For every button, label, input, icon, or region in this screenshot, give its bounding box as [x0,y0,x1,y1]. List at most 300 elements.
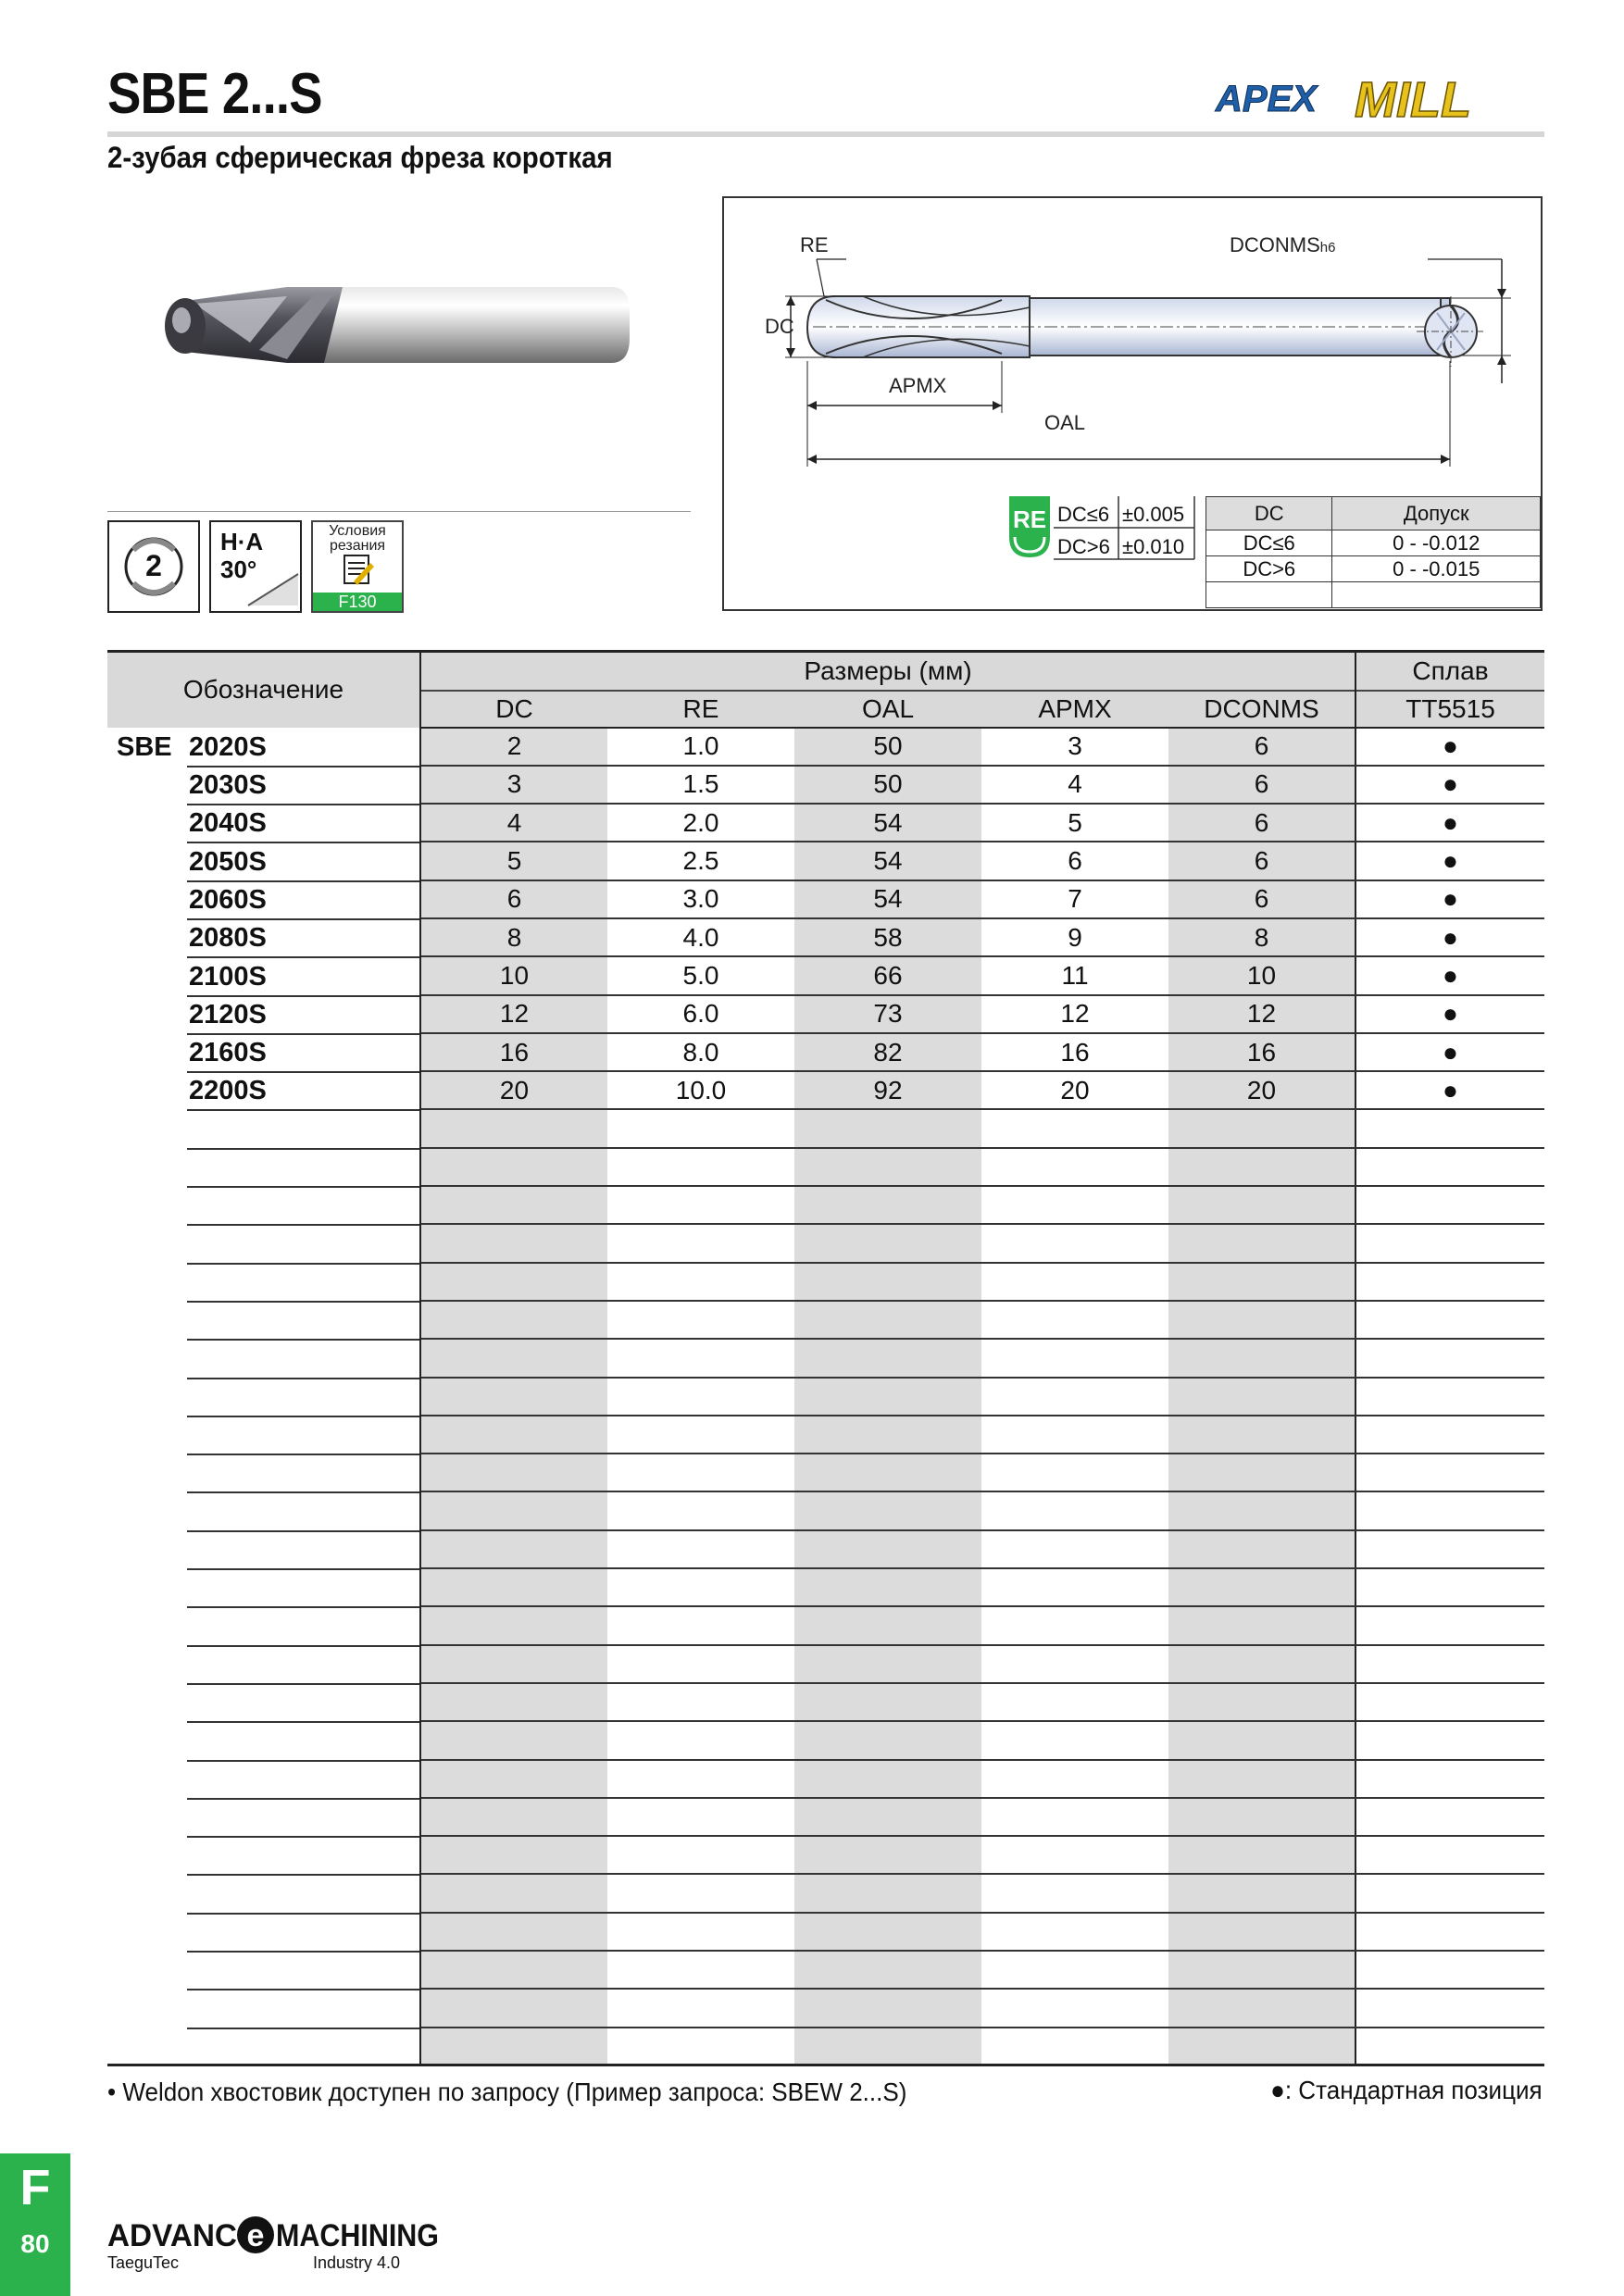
cell-apmx [981,1989,1168,2027]
cell-dc [420,1721,607,1759]
table-row [107,2028,1544,2065]
cell-dc [420,1989,607,2027]
cell-oal [794,1454,981,1491]
cell-re [607,1874,794,1912]
alloy-header: Сплав [1355,652,1544,691]
table-row [107,995,1544,1033]
cell-oal: 92 [794,1071,981,1109]
cell-re [607,1951,794,1989]
col-dc: DC [420,691,607,728]
cell-oal: 50 [794,728,981,766]
cell-oal: 66 [794,956,981,994]
table-row [107,1301,1544,1339]
cell-dc: 6 [420,880,607,918]
cell-dc: 4 [420,804,607,842]
cell-apmx [981,1416,1168,1454]
cell-apmx [981,1339,1168,1377]
table-row [1206,530,1541,556]
designation-code: 2100S [189,961,267,992]
cell-re: 2.5 [607,842,794,880]
cell-dc: 10 [420,956,607,994]
cell-availability: ● [1355,1071,1544,1109]
cell-re [607,1721,794,1759]
cell-dc [420,1798,607,1836]
cell-availability: ● [1355,766,1544,804]
cell-re [607,1645,794,1683]
designation-cell [107,728,420,766]
dc-label: DC [765,315,794,338]
cell-re [607,1301,794,1339]
table-row [107,1454,1544,1491]
cell-oal [794,1568,981,1606]
cell-dc: 2 [420,728,607,766]
cell-oal [794,1989,981,2027]
cell-dc [420,1836,607,1874]
cell-dc [420,1645,607,1683]
cell-dc [420,1109,607,1147]
cell-availability [1355,1148,1544,1186]
cell-availability: ● [1355,1033,1544,1071]
cell-apmx [981,1109,1168,1147]
designation-cell [107,1109,420,1147]
cell-apmx [981,1836,1168,1874]
cell-availability [1355,1989,1544,2027]
cell-oal: 54 [794,842,981,880]
table-row [107,1951,1544,1989]
table-row [107,804,1544,842]
cell-availability [1355,1224,1544,1262]
cell-availability: ● [1355,728,1544,766]
cell-apmx: 12 [981,995,1168,1033]
cell-apmx [981,1148,1168,1186]
cell-oal [794,1416,981,1454]
cell-oal: 58 [794,918,981,956]
cell-availability [1355,1645,1544,1683]
table-row [107,842,1544,880]
cell-dc: 5 [420,842,607,880]
table-row [107,956,1544,994]
designation-cell [107,1683,420,1721]
designation-cell [107,1836,420,1874]
cell-oal [794,1798,981,1836]
cell-availability [1355,1109,1544,1147]
cell-availability [1355,1951,1544,1989]
cell-dc [420,1683,607,1721]
dc-tol-cond [1206,582,1332,608]
cell-oal [794,1378,981,1416]
cell-dconms [1168,1568,1355,1606]
page-title: SBE 2...S [107,62,322,126]
designation-code: 2060S [189,884,267,915]
cell-re: 5.0 [607,956,794,994]
cell-dc [420,1224,607,1262]
table-row [107,1836,1544,1874]
cell-dc [420,2028,607,2065]
designation-prefix: SBE [117,731,172,762]
cell-dc: 20 [420,1071,607,1109]
cell-re [607,1416,794,1454]
cell-re [607,2028,794,2065]
cell-dconms [1168,1186,1355,1224]
table-row [1206,582,1541,608]
cell-apmx [981,1454,1168,1491]
cell-re [607,1339,794,1377]
designation-cell [107,1721,420,1759]
re-tol-cond-2: DC>6 [1057,535,1110,558]
cell-availability: ● [1355,918,1544,956]
cell-dconms: 6 [1168,880,1355,918]
designation-cell [107,956,420,994]
cell-dc [420,1606,607,1644]
cutting-label-2: резания [329,538,386,554]
cell-oal [794,1760,981,1798]
cell-availability [1355,1416,1544,1454]
cell-availability: ● [1355,804,1544,842]
dc-tol-value [1332,582,1541,608]
designation-cell [107,1798,420,1836]
designation-cell [107,918,420,956]
cell-dconms [1168,2028,1355,2065]
designation-cell [107,1530,420,1568]
cell-oal: 54 [794,804,981,842]
weldon-note: • Weldon хвостовик доступен по запросу (Пример запроса: SBEW 2...S) [107,2078,907,2106]
cell-dconms [1168,1721,1355,1759]
dc-tol-header-tolerance: Допуск [1332,497,1541,530]
cell-dc [420,1454,607,1491]
cell-re: 1.0 [607,728,794,766]
designation-cell [107,1186,420,1224]
cell-dc: 3 [420,766,607,804]
designation-cell [107,1301,420,1339]
dc-tol-cond: DC>6 [1206,556,1332,582]
cell-oal [794,1530,981,1568]
cell-apmx [981,1378,1168,1416]
dc-tol-header-dc: DC [1206,497,1332,530]
cell-re [607,1530,794,1568]
cell-apmx [981,1263,1168,1301]
cell-apmx: 4 [981,766,1168,804]
designation-cell [107,1491,420,1529]
cell-availability: ● [1355,956,1544,994]
cell-re [607,1913,794,1951]
designation-cell [107,1071,420,1109]
table-row [107,1224,1544,1262]
helix-angle-icon [209,520,302,613]
cell-re [607,1186,794,1224]
brand-e: e [246,2218,265,2253]
cell-dconms [1168,1798,1355,1836]
page-number: 80 [20,2229,50,2258]
cell-dconms [1168,1339,1355,1377]
cell-apmx [981,1645,1168,1683]
cell-dconms [1168,1301,1355,1339]
table-row [107,766,1544,804]
cell-dconms [1168,1416,1355,1454]
col-oal: OAL [794,691,981,728]
designation-code: 2120S [189,999,267,1029]
cell-dc [420,1760,607,1798]
re-tol-cond-1: DC≤6 [1057,503,1110,526]
cell-re [607,1109,794,1147]
dc-tolerance-table [1206,496,1541,608]
cell-apmx [981,1568,1168,1606]
cell-dconms: 6 [1168,728,1355,766]
cutting-conditions-icon[interactable] [311,520,404,613]
cell-availability [1355,1454,1544,1491]
cell-dc [420,1416,607,1454]
cell-availability [1355,2028,1544,2065]
cell-availability [1355,1378,1544,1416]
cell-dc [420,1339,607,1377]
cell-dconms [1168,1491,1355,1529]
table-row [107,1760,1544,1798]
cell-dconms: 16 [1168,1033,1355,1071]
brand-right: MACHINING [276,2218,439,2253]
cell-re: 6.0 [607,995,794,1033]
brand-sub-left: TaeguTec [107,2253,180,2272]
cell-re [607,1798,794,1836]
cell-dconms [1168,1530,1355,1568]
cell-dc [420,1530,607,1568]
cell-dc [420,1186,607,1224]
cell-availability [1355,1836,1544,1874]
logo-mill-text: MILL [1355,72,1471,128]
cell-apmx [981,1683,1168,1721]
cell-dconms [1168,1454,1355,1491]
cell-apmx [981,1798,1168,1836]
table-row [107,1033,1544,1071]
cell-availability [1355,1568,1544,1606]
cutting-label-1: Условия [329,523,386,539]
cell-re [607,1989,794,2027]
cell-apmx [981,1951,1168,1989]
cell-re: 8.0 [607,1033,794,1071]
cell-availability [1355,1683,1544,1721]
cell-availability [1355,1721,1544,1759]
cell-oal [794,1148,981,1186]
cell-re [607,1568,794,1606]
cell-availability [1355,1874,1544,1912]
table-row [107,1263,1544,1301]
cell-availability: ● [1355,842,1544,880]
cell-oal: 82 [794,1033,981,1071]
cell-availability [1355,1263,1544,1301]
cell-re [607,1760,794,1798]
cell-dconms: 20 [1168,1071,1355,1109]
col-apmx: APMX [981,691,1168,728]
table-row [107,1913,1544,1951]
cell-dconms [1168,1378,1355,1416]
cell-dconms [1168,1836,1355,1874]
designation-header: Обозначение [107,652,420,728]
re-tol-val-1: ±0.005 [1122,503,1185,526]
designation-code: 2080S [189,923,267,954]
table-row [107,880,1544,918]
designation-cell [107,1760,420,1798]
cell-apmx: 20 [981,1071,1168,1109]
cell-apmx [981,1301,1168,1339]
cell-oal [794,1836,981,1874]
table-row [1206,556,1541,582]
cell-oal: 54 [794,880,981,918]
cell-availability [1355,1798,1544,1836]
col-re: RE [607,691,794,728]
cell-re [607,1148,794,1186]
cell-dc [420,1913,607,1951]
table-row [107,1721,1544,1759]
cell-availability [1355,1913,1544,1951]
cell-dconms [1168,1760,1355,1798]
cell-dc [420,1874,607,1912]
cell-re: 3.0 [607,880,794,918]
cell-re [607,1224,794,1262]
cell-dc [420,1148,607,1186]
cell-re [607,1836,794,1874]
table-row [107,1683,1544,1721]
cell-dconms: 6 [1168,804,1355,842]
table-row [107,1606,1544,1644]
page-subtitle: 2-зубая сферическая фреза короткая [107,141,613,174]
designation-code: 2030S [189,770,267,801]
table-row [107,1491,1544,1529]
cell-re [607,1491,794,1529]
dimensions-header: Размеры (мм) [420,652,1355,691]
helix-label: H·A [220,528,264,555]
cell-oal [794,1874,981,1912]
table-row [107,1645,1544,1683]
cell-dconms: 12 [1168,995,1355,1033]
col-dconms: DCONMS [1168,691,1355,728]
designation-cell [107,1148,420,1186]
cell-apmx: 6 [981,842,1168,880]
table-row [107,728,1544,766]
oal-label: OAL [1044,411,1086,434]
cutting-page-ref: F130 [338,593,377,611]
cell-oal [794,1683,981,1721]
cell-oal [794,1186,981,1224]
cell-dc: 8 [420,918,607,956]
flutes-count: 2 [145,549,162,582]
cell-dconms [1168,1109,1355,1147]
cell-oal [794,1913,981,1951]
cell-apmx [981,1721,1168,1759]
apexmill-logo [1208,65,1542,130]
cell-dconms: 8 [1168,918,1355,956]
designation-cell [107,1378,420,1416]
dc-tol-value: 0 - -0.015 [1332,556,1541,582]
cell-dc: 16 [420,1033,607,1071]
cell-dconms [1168,1148,1355,1186]
cell-apmx [981,2028,1168,2065]
table-row [107,1339,1544,1377]
designation-code: 2040S [189,808,267,839]
advance-machining-logo [107,2211,441,2276]
designation-code: 2160S [189,1038,267,1068]
cell-dc [420,1491,607,1529]
cell-availability [1355,1186,1544,1224]
cell-availability [1355,1760,1544,1798]
designation-cell [107,1454,420,1491]
cell-dconms [1168,1989,1355,2027]
re-label: RE [800,233,829,256]
col-grade: TT5515 [1355,691,1544,728]
photo-divider [107,511,691,512]
cell-dconms [1168,1874,1355,1912]
cell-dconms [1168,1683,1355,1721]
cell-oal: 50 [794,766,981,804]
section-letter: F [19,2160,51,2215]
dc-tol-value: 0 - -0.012 [1332,530,1541,556]
cell-re [607,1378,794,1416]
cell-apmx [981,1530,1168,1568]
designation-code: 2050S [189,846,267,877]
cell-apmx: 9 [981,918,1168,956]
designation-cell [107,2028,420,2065]
cell-dconms [1168,1606,1355,1644]
logo-apex-text: APEX [1216,79,1317,119]
designation-cell [107,1606,420,1644]
product-table [107,650,1544,2066]
table-row [107,1109,1544,1147]
cell-apmx: 5 [981,804,1168,842]
table-row [107,1071,1544,1109]
cell-apmx [981,1760,1168,1798]
cell-oal [794,1109,981,1147]
cell-dconms [1168,1913,1355,1951]
cell-oal [794,1606,981,1644]
cell-dc: 12 [420,995,607,1033]
cell-re [607,1454,794,1491]
table-row [107,1378,1544,1416]
cell-oal [794,1301,981,1339]
designation-cell [107,1951,420,1989]
cell-availability [1355,1339,1544,1377]
cell-oal [794,1721,981,1759]
cell-availability [1355,1491,1544,1529]
cell-apmx [981,1874,1168,1912]
cell-dconms [1168,1951,1355,1989]
designation-cell [107,1645,420,1683]
section-tab [0,2153,70,2296]
cell-re: 10.0 [607,1071,794,1109]
brand-left: ADVANC [107,2218,237,2253]
helix-angle-value: 30° [220,555,257,583]
cell-apmx [981,1913,1168,1951]
cell-availability [1355,1301,1544,1339]
cell-dconms [1168,1224,1355,1262]
cell-oal [794,1491,981,1529]
cell-apmx: 16 [981,1033,1168,1071]
cell-dconms: 10 [1168,956,1355,994]
re-tolerance-block [1009,496,1209,566]
cell-availability: ● [1355,995,1544,1033]
cell-availability: ● [1355,880,1544,918]
cell-oal [794,1339,981,1377]
cell-apmx [981,1491,1168,1529]
table-row [107,1186,1544,1224]
cell-re: 2.0 [607,804,794,842]
cell-dconms: 6 [1168,842,1355,880]
cell-dc [420,1951,607,1989]
cell-dconms: 6 [1168,766,1355,804]
cell-re: 1.5 [607,766,794,804]
cell-availability [1355,1606,1544,1644]
cell-oal [794,1645,981,1683]
end-mill-photo [148,259,630,389]
designation-cell [107,1913,420,1951]
cell-availability [1355,1530,1544,1568]
designation-cell [107,1263,420,1301]
